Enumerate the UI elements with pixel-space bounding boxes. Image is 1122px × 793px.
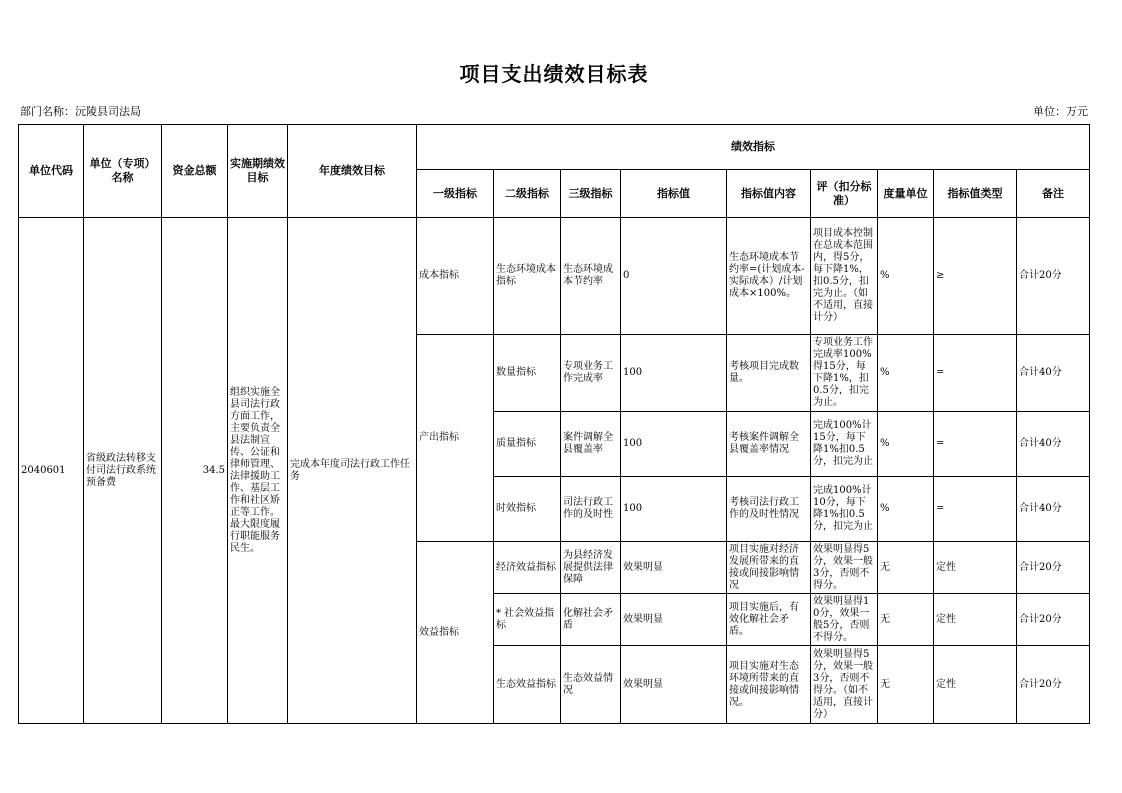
remark-cell: 合计20分 (1017, 594, 1090, 646)
header-perf-indicators: 绩效指标 (417, 125, 1090, 170)
header-row-1 (19, 125, 1090, 170)
level3-cell: 司法行政工作的及时性 (561, 477, 621, 542)
level3-cell: 专项业务工作完成率 (561, 335, 621, 412)
level2-cell: 质量指标 (494, 412, 561, 477)
level3-cell: 生态环境成本节约率 (561, 218, 621, 335)
header-measure-unit: 度量单位 (878, 170, 934, 218)
department-name: 部门名称：沅陵县司法局 (20, 105, 141, 118)
project-annual-goal: 完成本年度司法行政工作任务 (288, 218, 417, 724)
scoring-cell: 专项业务工作完成率100%得15分，每下降1%，扣0.5分，扣完为止。 (811, 335, 878, 412)
remark-cell: 合计20分 (1017, 646, 1090, 724)
remark-cell: 合计20分 (1017, 218, 1090, 335)
unit-cell: % (878, 412, 934, 477)
level3-cell: 案件调解全县覆盖率 (561, 412, 621, 477)
level2-cell: 经济效益指标 (494, 542, 561, 594)
content-cell: 项目实施对经济发展所带来的直接或间接影响情况 (727, 542, 811, 594)
scoring-cell: 效果明显得5分，效果一般3分，否则不得分。（如不适用，直接计分） (811, 646, 878, 724)
content-cell: 考核项目完成数量。 (727, 335, 811, 412)
content-cell: 生态环境成本节约率=(计划成本-实际成本）/计划成本×100%。 (727, 218, 811, 335)
performance-table (18, 124, 1090, 724)
header-value-type: 指标值类型 (934, 170, 1017, 218)
header-unit-code: 单位代码 (19, 125, 84, 218)
content-cell: 项目实施后，有效化解社会矛盾。 (727, 594, 811, 646)
value-cell: 100 (621, 477, 727, 542)
level2-cell: 时效指标 (494, 477, 561, 542)
type-cell: 定性 (934, 594, 1017, 646)
value-cell: 0 (621, 218, 727, 335)
type-cell: ≥ (934, 218, 1017, 335)
header-unit-name: 单位（专项）名称 (84, 125, 162, 218)
level3-cell: 化解社会矛盾 (561, 594, 621, 646)
unit-cell: % (878, 477, 934, 542)
remark-cell: 合计40分 (1017, 335, 1090, 412)
header-scoring: 评（扣分标准） (811, 170, 878, 218)
scoring-cell: 效果明显得5分，效果一般3分，否则不得分。 (811, 542, 878, 594)
type-cell: = (934, 477, 1017, 542)
header-level2: 二级指标 (494, 170, 561, 218)
project-period-goal: 组织实施全县司法行政方面工作，主要负责全县法制宣传、公证和律师管理、法律援助工作、基层工作和社区矫正等工作。最大限度履行职能服务民生。 (228, 218, 288, 724)
header-period-goal: 实施期绩效目标 (228, 125, 288, 218)
scoring-cell: 效果明显得10分，效果一般5分，否则不得分。 (811, 594, 878, 646)
project-name: 省级政法转移支付司法行政系统预备费 (84, 218, 162, 724)
scoring-cell: 项目成本控制在总成本范围内，得5分，每下降1%，扣0.5分，扣完为止。（如不适用，直接计分） (811, 218, 878, 335)
header-level3: 三级指标 (561, 170, 621, 218)
header-total-funds: 资金总额 (162, 125, 228, 218)
project-code: 2040601 (19, 218, 84, 724)
type-cell: 定性 (934, 646, 1017, 724)
header-remark: 备注 (1017, 170, 1090, 218)
remark-cell: 合计40分 (1017, 477, 1090, 542)
content-cell: 考核案件调解全县覆盖率情况 (727, 412, 811, 477)
type-cell: = (934, 412, 1017, 477)
currency-unit: 单位：万元 (1033, 105, 1088, 118)
value-cell: 效果明显 (621, 646, 727, 724)
content-cell: 项目实施对生态环境所带来的直接或间接影响情况。 (727, 646, 811, 724)
level3-cell: 生态效益情况 (561, 646, 621, 724)
type-cell: = (934, 335, 1017, 412)
content-cell: 考核司法行政工作的及时性情况 (727, 477, 811, 542)
level3-cell: 为县经济发展提供法律保障 (561, 542, 621, 594)
header-level1: 一级指标 (417, 170, 494, 218)
unit-cell: % (878, 218, 934, 335)
level1-cell: 成本指标 (417, 218, 494, 335)
unit-cell: 无 (878, 594, 934, 646)
page-title: 项目支出绩效目标表 (459, 62, 649, 86)
header-content: 指标值内容 (727, 170, 811, 218)
value-cell: 100 (621, 412, 727, 477)
remark-cell: 合计40分 (1017, 412, 1090, 477)
level2-cell: 生态效益指标 (494, 646, 561, 724)
scoring-cell: 完成100%计10分，每下降1%扣0.5分，扣完为止 (811, 477, 878, 542)
unit-cell: % (878, 335, 934, 412)
type-cell: 定性 (934, 542, 1017, 594)
header-annual-goal: 年度绩效目标 (288, 125, 417, 218)
level2-cell: 数量指标 (494, 335, 561, 412)
table-row (19, 218, 1090, 335)
header-value: 指标值 (621, 170, 727, 218)
unit-cell: 无 (878, 646, 934, 724)
remark-cell: 合计20分 (1017, 542, 1090, 594)
value-cell: 效果明显 (621, 542, 727, 594)
level2-cell: 生态环境成本指标 (494, 218, 561, 335)
level1-cell: 产出指标 (417, 335, 494, 542)
value-cell: 效果明显 (621, 594, 727, 646)
level1-cell: 效益指标 (417, 542, 494, 724)
value-cell: 100 (621, 335, 727, 412)
level2-cell: * 社会效益指标 (494, 594, 561, 646)
unit-cell: 无 (878, 542, 934, 594)
project-amount: 34.5 (162, 218, 228, 724)
scoring-cell: 完成100%计15分，每下降1%扣0.5分，扣完为止 (811, 412, 878, 477)
